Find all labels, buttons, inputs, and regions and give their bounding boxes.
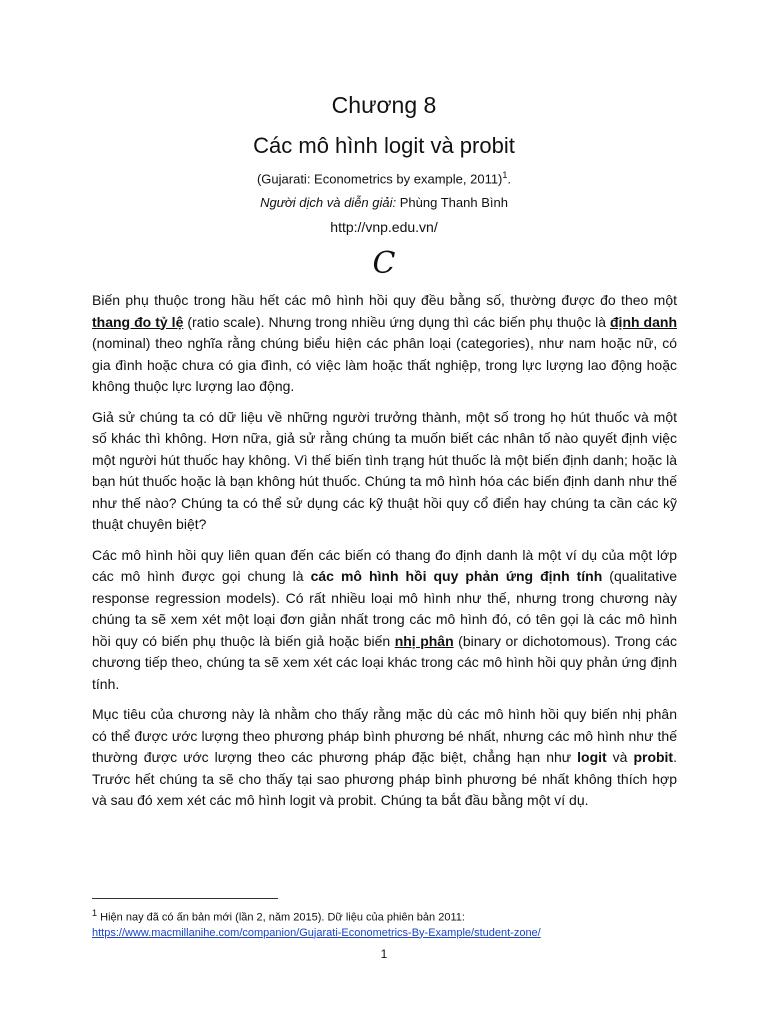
ornament-glyph: C [372,246,396,281]
paragraph-3: Các mô hình hồi quy liên quan đến các biến có thang đo định danh là một ví dụ của một lớp các mô hình được gọi chung là các mô hình hồi quy phản ứng định tính (qualitative response regression models). Có rất nhiều loại mô hình như thế, nhưng trong chương này chúng ta sẽ xem xét một loại đơn giản nhất trong các mô hình đó, có tên gọi là các mô hình hồi quy có biến phụ thuộc là biến giả hoặc biến nhị phân (binary or dichotomous). Trong các chương tiếp theo, chúng ta sẽ xem xét các loại khác trong các mô hình hồi quy phản ứng định tính. [92,546,677,692]
footnote-link[interactable]: https://www.macmillanihe.com/companion/Gujarati-Econometrics-By-Example/student-zone/ [92,926,541,939]
footnote [92,906,692,941]
source-end: . [507,171,512,187]
paragraph-2: Giả sử chúng ta có dữ liệu về những người trưởng thành, một số trong họ hút thuốc và một số khác thì không. Hơn nữa, giả sử rằng chúng ta muốn biết các nhân tố nào quyết định việc một người hút thuốc hay không. Vì thế biến tình trạng hút thuốc là một biến định danh; hoặc là bạn hút thuốc hoặc là bạn không hút thuốc. Chúng ta mô hình hóa các biến định danh như thế như thế nào? Chúng ta có thể sử dụng các kỹ thuật hồi quy cổ điển hay chúng ta cần các kỹ thuật chuyên biệt? [92,408,677,532]
translator-name: Phùng Thanh Bình [399,195,508,210]
term-logit: logit [577,749,607,765]
website-url: http://vnp.edu.vn/ [330,219,438,235]
source-citation [0,170,768,186]
paragraph-4: Mục tiêu của chương này là nhằm cho thấy rằng mặc dù các mô hình hồi quy biến nhị phân có thể được ước lượng theo phương pháp bình phương bé nhất, nhưng các mô hình như thế thường được ước lượng theo các phương pháp đặc biệt, chẳng hạn như logit và probit. Trước hết chúng ta sẽ cho thấy tại sao phương pháp bình phương bé nhất không thích hợp và sau đó xem xét các mô hình logit và probit. Chúng ta bắt đầu bằng một ví dụ. [92,706,677,808]
footnote-marker: 1 [92,908,98,918]
term-ratio-scale: thang đo tỷ lệ [92,313,184,330]
footnote-ref[interactable]: 1 [502,170,508,180]
term-qualitative-response: các mô hình hồi quy phản ứng định tính [310,568,603,584]
paragraph-1: Biến phụ thuộc trong hầu hết các mô hình hồi quy đều bằng số, thường được đo theo một thang đo tỷ lệ (ratio scale). Nhưng trong nhiều ứng dụng thì các biến phụ thuộc là định danh (nominal) theo nghĩa rằng chúng biểu hiện các phân loại (categories), như nam hoặc nữ, có gia đình hoặc chưa có gia đình, có việc làm hoặc thất nghiệp, trong lực lượng lao động hoặc không thuộc lực lượng lao động. [92,292,677,394]
term-nominal: định danh [610,313,677,330]
footnote-divider [92,898,278,899]
translator-label: Người dịch và diễn giải: [260,195,397,210]
term-binary: nhị phân [394,632,454,649]
translator-line [0,195,768,210]
term-probit: probit [633,749,674,765]
source-text: (Gujarati: Econometrics by example, 2011) [256,171,503,187]
body-text [92,290,677,821]
page-number: 1 [380,947,388,961]
chapter-heading: Chương 8 [331,92,437,118]
chapter-title: Các mô hình logit và probit [253,133,515,158]
footnote-text: Hiện nay đã có ấn bản mới (lần 2, năm 2015). Dữ liệu của phiên bản 2011: [97,911,465,924]
